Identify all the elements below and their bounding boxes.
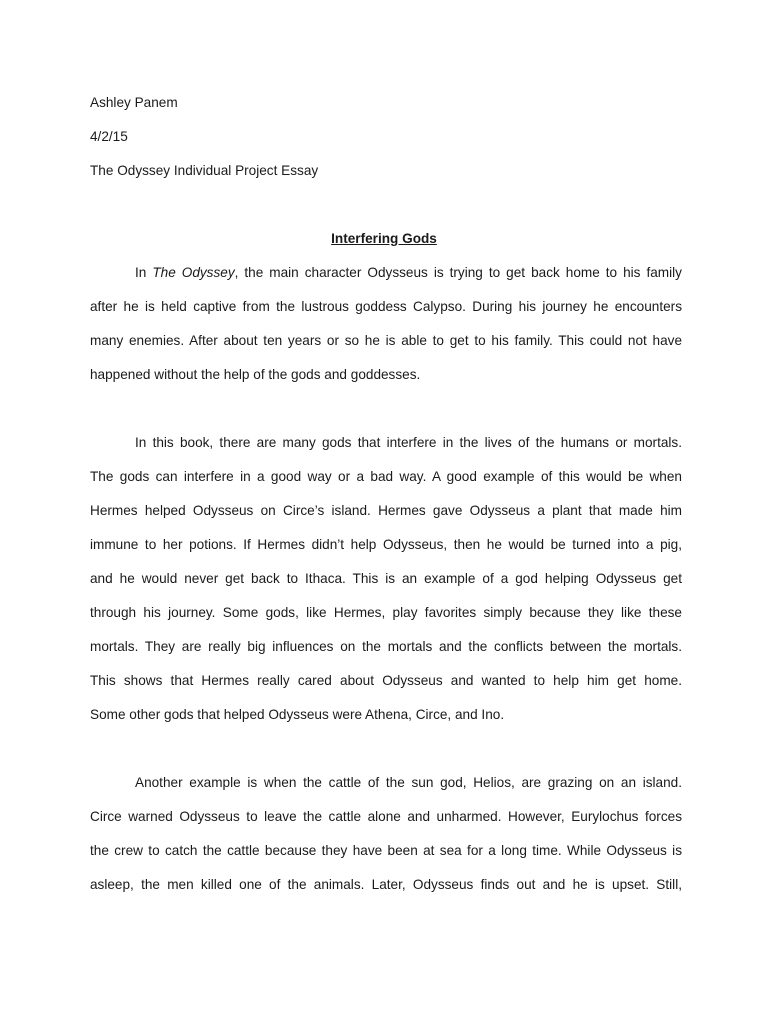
paragraph-line: In this book, there are many gods that interfere in the lives of the humans or mortals. xyxy=(135,435,682,450)
essay-paragraph xyxy=(90,774,682,910)
essay-date: 4/2/15 xyxy=(90,129,128,144)
paragraph-line: many enemies. After about ten years or so he is able to get to his family. This could not have xyxy=(90,333,682,348)
essay-paragraph xyxy=(90,434,682,740)
line-text: In xyxy=(135,265,153,280)
paragraph-line: Circe warned Odysseus to leave the cattle alone and unharmed. However, Eurylochus forces xyxy=(90,809,682,824)
paragraph-line: after he is held captive from the lustrous goddess Calypso. During his journey he encounters xyxy=(90,299,682,314)
paragraph-line xyxy=(90,264,682,298)
paragraph-line: Hermes helped Odysseus on Circe’s island. Hermes gave Odysseus a plant that made him xyxy=(90,503,682,518)
essay-paragraph xyxy=(90,264,682,400)
paragraph-line: The gods can interfere in a good way or a bad way. A good example of this would be when xyxy=(90,469,682,484)
paragraph-line: through his journey. Some gods, like Hermes, play favorites simply because they like these xyxy=(90,605,682,620)
author-name: Ashley Panem xyxy=(90,95,178,110)
paragraph-line: asleep, the men killed one of the animals. Later, Odysseus finds out and he is upset. Still, xyxy=(90,877,682,892)
paragraph-line: the crew to catch the cattle because they have been at sea for a long time. While Odysseus is xyxy=(90,843,682,858)
book-title-italic: The Odyssey xyxy=(152,265,235,280)
paragraph-line: happened without the help of the gods and goddesses. xyxy=(90,367,421,382)
paragraph-line: This shows that Hermes really cared about Odysseus and wanted to help him get home. xyxy=(90,673,682,688)
paragraph-line: immune to her potions. If Hermes didn’t help Odysseus, then he would be turned into a pig, xyxy=(90,537,682,552)
paragraph-line: and he would never get back to Ithaca. This is an example of a god helping Odysseus get xyxy=(90,571,682,586)
assignment-name: The Odyssey Individual Project Essay xyxy=(90,163,319,178)
essay-title: Interfering Gods xyxy=(331,231,437,246)
paragraph-line: Another example is when the cattle of the sun god, Helios, are grazing on an island. xyxy=(135,775,682,790)
paragraph-line: Some other gods that helped Odysseus were Athena, Circe, and Ino. xyxy=(90,707,505,722)
line-text: , the main character Odysseus is trying to get back home to his family xyxy=(234,265,682,280)
paragraph-line: mortals. They are really big influences on the mortals and the conflicts between the mortals. xyxy=(90,639,682,654)
